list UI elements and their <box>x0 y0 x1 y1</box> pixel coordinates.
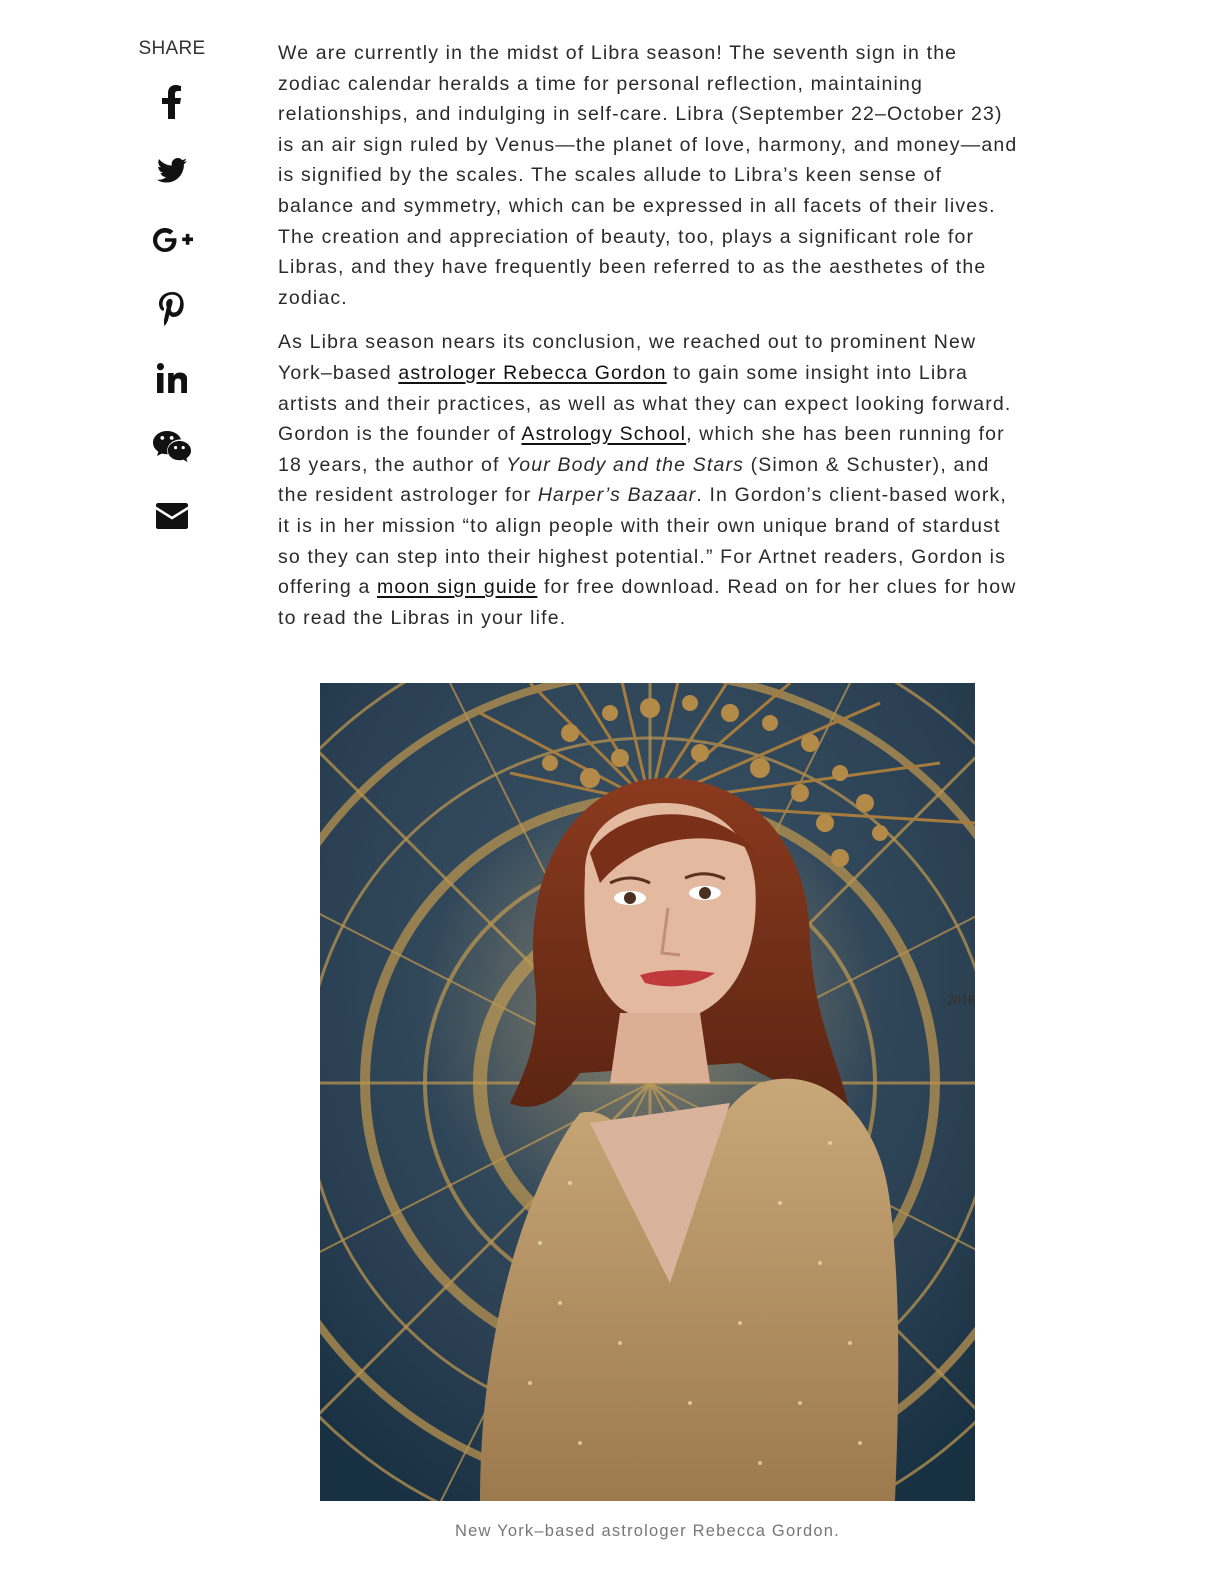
book-title: Your Body and the Stars <box>506 453 744 476</box>
article-paragraph-2 <box>278 327 1023 633</box>
article-paragraph-1: We are currently in the midst of Libra season! The seventh sign in the zodiac calendar heralds a time for personal reflection, maintaining relationships, and indulging in self-care. Libra (September 22–October 23) is an air sign ruled by Venus—the planet of love, harmony, and money—and is signified by the scales. The scales allude to Libra’s keen sense of balance and symmetry, which can be expressed in all facets of their lives. The creation and appreciation of beauty, too, plays a significant role for Libras, and they have frequently been referred to as the aesthetes of the zodiac. <box>278 42 1018 309</box>
paragraph-text: for free download. Read on for her clues for how to read the Libras in your life. <box>278 576 1017 629</box>
paragraph-text: to gain some insight into Libra artists and their practices, as well as what they can expect looking forward. Gordon is the founder of <box>278 361 1012 446</box>
astrology-school-link[interactable]: Astrology School <box>521 423 687 446</box>
paragraph-text: (Simon & Schuster), and the resident astrologer for <box>278 453 990 507</box>
share-email-button[interactable] <box>120 490 224 542</box>
share-wechat-button[interactable] <box>120 421 224 473</box>
share-twitter-button[interactable] <box>120 145 224 197</box>
paragraph-text: , which she has been running for 18 years, the author of <box>278 423 1005 476</box>
paragraph-text: As Libra season nears its conclusion, we reached out to prominent New York–based <box>278 331 977 384</box>
twitter-icon <box>157 158 187 184</box>
article-photo <box>320 683 975 1501</box>
share-rail <box>120 38 224 559</box>
facebook-icon <box>162 85 182 119</box>
share-facebook-button[interactable] <box>120 76 224 128</box>
google-plus-icon <box>150 225 194 255</box>
email-icon <box>156 503 188 529</box>
astrologer-link[interactable]: astrologer Rebecca Gordon <box>398 361 667 384</box>
paragraph-text: . In Gordon’s client-based work, it is in her mission “to align people with their own unique brand of stardust so they can step into their highest potential.” For Artnet readers, Gordon is offering a <box>278 484 1008 599</box>
publication-title: Harper’s Bazaar <box>537 484 697 507</box>
photo-caption: New York–based astrologer Rebecca Gordon. <box>455 1522 840 1540</box>
pinterest-icon <box>159 292 185 326</box>
photo-watermark: 2018 <box>947 993 975 1008</box>
share-pinterest-button[interactable] <box>120 283 224 335</box>
wechat-icon <box>153 431 191 463</box>
article-body <box>278 38 1023 647</box>
moon-sign-guide-link[interactable]: moon sign guide <box>377 576 538 599</box>
linkedin-icon <box>157 363 187 393</box>
portrait-illustration <box>320 683 975 1501</box>
share-google-plus-button[interactable] <box>120 214 224 266</box>
share-label: SHARE <box>138 38 206 59</box>
share-linkedin-button[interactable] <box>120 352 224 404</box>
